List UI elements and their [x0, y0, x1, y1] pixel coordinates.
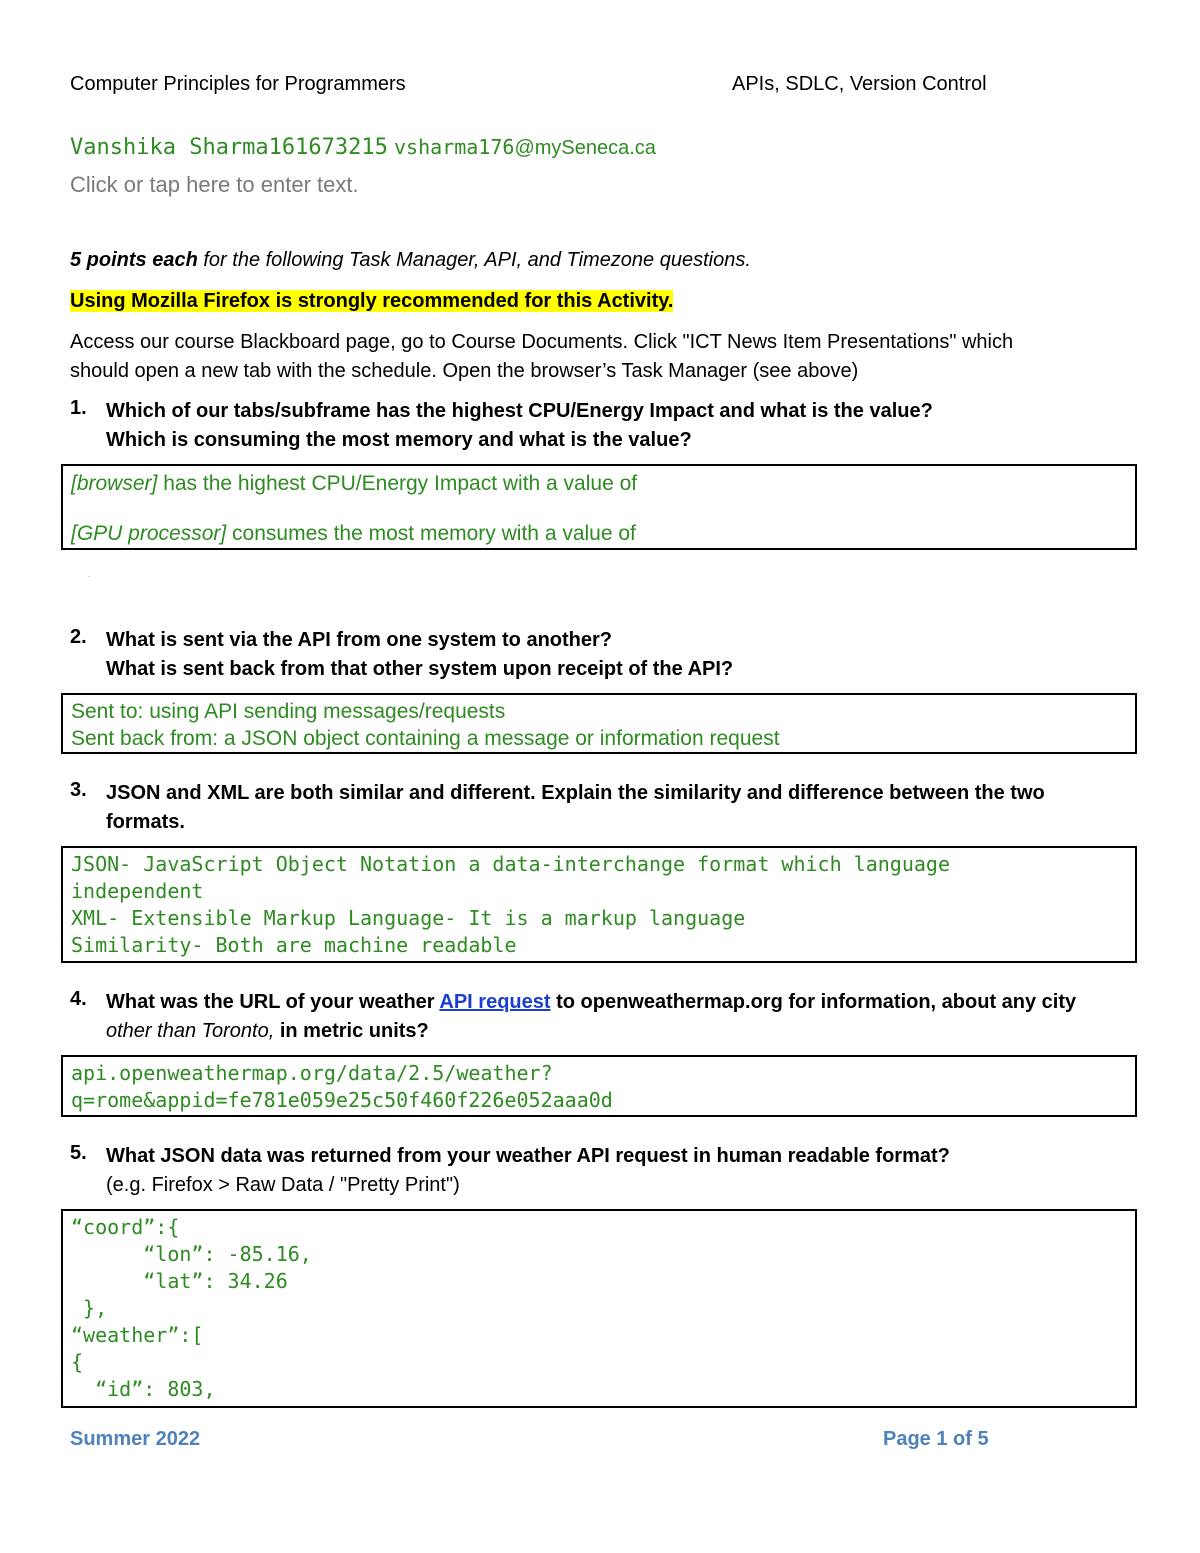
question-4-line-1-a: What was the URL of your weather	[106, 991, 440, 1013]
answer-1-line-1	[63, 470, 637, 497]
question-1-line-1: Which of our tabs/subframe has the highest CPU/Energy Impact and what is the value?	[106, 400, 933, 422]
access-line-1: Access our course Blackboard page, go to Course Documents. Click "ICT News Item Presentations" which	[70, 331, 1014, 353]
answer-3-line-1: JSON- JavaScript Object Notation a data-interchange format which language	[71, 852, 950, 876]
question-4-line-2-italic: other than Toronto,	[106, 1020, 275, 1042]
answer-1-line-2	[63, 520, 636, 547]
footer-page-number: Page 1 of 5	[883, 1428, 989, 1450]
answer-5-line-5: “weather”:[	[71, 1323, 204, 1347]
stray-dot: .	[88, 570, 91, 579]
student-email-domain: @mySeneca.ca	[514, 137, 656, 159]
answer-1-bracket-browser: [browser]	[71, 472, 158, 495]
access-instructions	[70, 328, 1013, 386]
points-bold: 5 points each	[70, 249, 198, 271]
activity-title: APIs, SDLC, Version Control	[732, 73, 987, 95]
answer-1-rest-2: consumes the most memory with a value of	[226, 522, 636, 545]
question-2-number: 2.	[70, 626, 87, 648]
question-3-text	[106, 779, 1045, 837]
answer-2-line-2: Sent back from: a JSON object containing a message or information request	[71, 727, 780, 750]
student-email-user: vsharma176	[394, 135, 515, 159]
text-placeholder-field[interactable]: Click or tap here to enter text.	[70, 172, 359, 197]
question-2-line-1: What is sent via the API from one system to another?	[106, 629, 613, 651]
question-1-text	[106, 397, 933, 455]
answer-box-3[interactable]	[61, 846, 1137, 963]
answer-box-4[interactable]	[61, 1055, 1137, 1117]
firefox-recommendation-text: Using Mozilla Firefox is strongly recommended for this Activity.	[70, 290, 674, 312]
access-line-2: should open a new tab with the schedule. Open the browser’s Task Manager (see above)	[70, 360, 859, 382]
answer-5-line-3: “lat”: 34.26	[71, 1269, 288, 1293]
question-4-text	[106, 988, 1076, 1046]
answer-5-line-1: “coord”:{	[71, 1215, 180, 1239]
answer-1-rest-1: has the highest CPU/Energy Impact with a value of	[157, 472, 638, 495]
answer-4-line-1: api.openweathermap.org/data/2.5/weather?	[71, 1061, 553, 1085]
question-2-line-2: What is sent back from that other system upon receipt of the API?	[106, 658, 734, 680]
question-5-text	[106, 1142, 950, 1200]
answer-box-2[interactable]	[61, 693, 1137, 754]
answer-3-line-3: XML- Extensible Markup Language- It is a markup language	[71, 906, 746, 930]
question-3-line-1: JSON and XML are both similar and different. Explain the similarity and difference between the two	[106, 782, 1045, 804]
answer-5-line-7: “id”: 803,	[71, 1377, 216, 1401]
api-request-link[interactable]: API request	[439, 991, 551, 1013]
question-1-line-2: Which is consuming the most memory and what is the value?	[106, 429, 692, 451]
answer-box-1[interactable]	[61, 464, 1137, 550]
answer-2-line-1: Sent to: using API sending messages/requests	[71, 700, 506, 723]
question-5-number: 5.	[70, 1142, 87, 1164]
answer-3-line-2: independent	[71, 879, 204, 903]
question-5-line-1: What JSON data was returned from your weather API request in human readable format?	[106, 1145, 950, 1167]
answer-5-line-4: },	[71, 1296, 108, 1320]
question-5-line-2: (e.g. Firefox > Raw Data / "Pretty Print")	[106, 1174, 460, 1196]
answer-5-line-2: “lon”: -85.16,	[71, 1242, 312, 1266]
answer-3-line-4: Similarity- Both are machine readable	[71, 933, 517, 957]
firefox-recommendation	[70, 287, 673, 316]
question-4-line-1-b: to openweathermap.org for information, about any city	[550, 991, 1077, 1013]
question-4-line-2	[106, 1017, 1076, 1046]
answer-box-5[interactable]	[61, 1209, 1137, 1408]
course-title: Computer Principles for Programmers	[70, 73, 406, 95]
student-info	[70, 134, 656, 160]
points-note	[70, 246, 751, 275]
question-4-line-1	[106, 988, 1076, 1017]
question-3-number: 3.	[70, 779, 87, 801]
answer-1-bracket-gpu: [GPU processor]	[71, 522, 227, 545]
answer-4-line-2: q=rome&appid=fe781e059e25c50f460f226e052aaa0d	[71, 1088, 613, 1112]
footer-term: Summer 2022	[70, 1428, 201, 1450]
question-4-line-2-rest: in metric units?	[274, 1020, 429, 1042]
question-3-line-2: formats.	[106, 811, 185, 833]
points-rest: for the following Task Manager, API, and Timezone questions.	[197, 249, 751, 271]
question-2-text	[106, 626, 733, 684]
question-1-number: 1.	[70, 397, 87, 419]
student-name-id: Vanshika Sharma161673215	[70, 135, 388, 160]
question-4-number: 4.	[70, 988, 87, 1010]
answer-5-line-6: {	[71, 1350, 84, 1374]
